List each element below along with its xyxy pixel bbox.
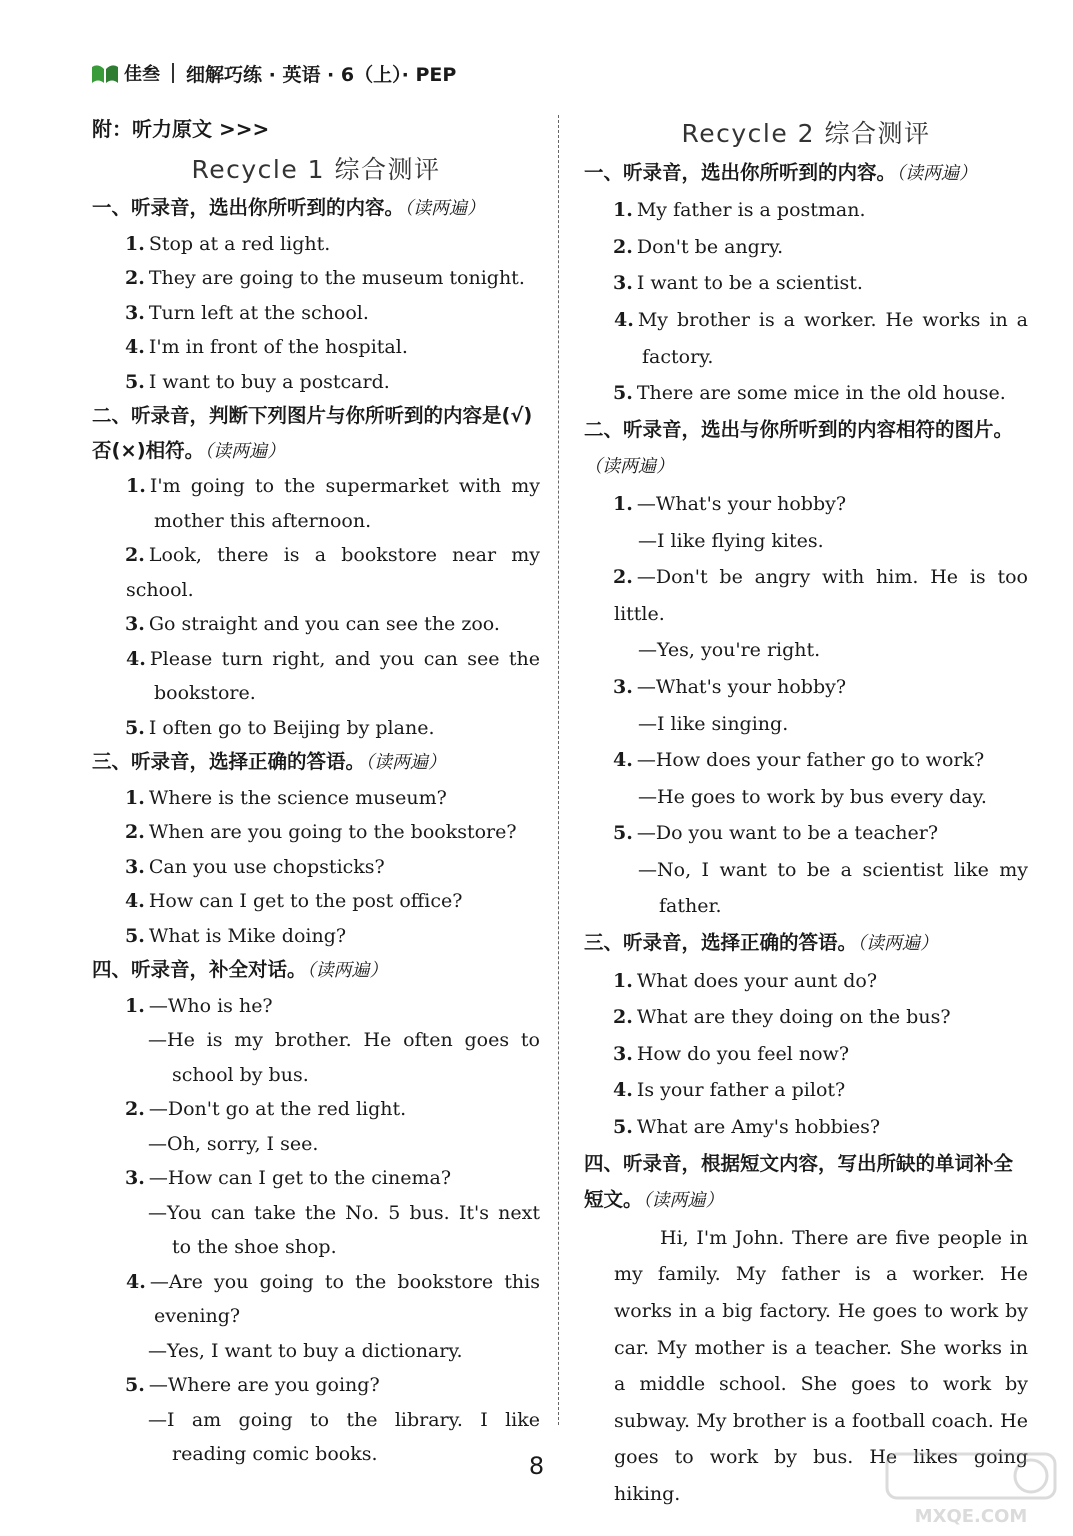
dialogue-answer: —He goes to work by bus every day. <box>638 785 987 808</box>
page-number: 8 <box>528 1452 545 1480</box>
dialogue-question: 1. —What's your hobby? <box>613 492 847 515</box>
dialogue-question: 4. —Are you going to the bookstore this evening? <box>126 1270 540 1327</box>
dialogue-question: 3. —How can I get to the cinema? <box>125 1167 452 1189</box>
dialogue-question: 2. —Don't be angry with him. He is too little. <box>613 566 1028 625</box>
list-item: 2. Don't be angry. <box>613 235 784 258</box>
list-item: 5. I want to buy a postcard. <box>125 370 390 393</box>
dialogue-answer: —I like singing. <box>638 712 789 735</box>
book-leaf-icon <box>90 61 120 85</box>
list-item: 3. How do you feel now? <box>613 1042 850 1065</box>
list-item: 2. What are they doing on the bus? <box>613 1006 951 1029</box>
watermark-logo <box>881 1448 1061 1528</box>
list-item: 2. They are going to the museum tonight. <box>125 267 525 289</box>
watermark-text: MXQE.COM <box>914 1506 1028 1527</box>
header-title: 细解巧练 · 英语 · 6（上）· PEP <box>186 63 457 86</box>
dialogue-answer: —I am going to the library. I like reading comic books. <box>148 1408 540 1465</box>
dialogue-answer: —You can take the No. 5 bus. It's next to the shoe shop. <box>148 1201 540 1258</box>
list-item: 5. What are Amy's hobbies? <box>613 1116 881 1139</box>
dialogue-answer: —Yes, you're right. <box>638 639 821 662</box>
list-item: 1. Where is the science museum? <box>125 786 447 809</box>
dialogue-answer: —Yes, I want to buy a dictionary. <box>148 1339 463 1362</box>
section-heading: 二、听录音，判断下列图片与你所听到的内容是(√)否(×)相符。（读两遍） <box>92 404 533 462</box>
appendix-label: 附：听力原文 >>> <box>92 117 270 141</box>
section-heading: 二、听录音，选出与你所听到的内容相符的图片。（读两遍） <box>584 417 1014 478</box>
list-item: 5. What is Mike doing? <box>125 924 347 947</box>
dialogue-answer: —I like flying kites. <box>638 529 824 552</box>
right-column <box>584 112 1028 1513</box>
list-item: 2. When are you going to the bookstore? <box>125 821 517 843</box>
list-item: 1. Stop at a red light. <box>125 232 331 255</box>
listening-passage: Hi, I'm John. There are five people in my family. My father is a worker. He works in a big factory. He goes to work by car. My mother is a teacher. She works in a middle school. She goes to work by subway. My brother is a football coach. He goes to work by bus. He likes going hiking. <box>614 1226 1028 1505</box>
header-separator <box>172 63 174 83</box>
publisher-logo <box>90 60 160 86</box>
section-heading: 三、听录音，选择正确的答语。（读两遍） <box>92 750 447 773</box>
dialogue-question: 5. —Do you want to be a teacher? <box>613 822 939 845</box>
list-item: 3. Turn left at the school. <box>125 301 369 324</box>
section-heading: 四、听录音，根据短文内容，写出所缺的单词补全短文。（读两遍） <box>584 1151 1014 1212</box>
dialogue-question: 4. —How does your father go to work? <box>613 749 985 772</box>
list-item: 4. Is your father a pilot? <box>613 1079 846 1102</box>
list-item: 5. I often go to Beijing by plane. <box>125 716 435 739</box>
list-item: 1. What does your aunt do? <box>613 969 878 992</box>
dialogue-question: 2. —Don't go at the red light. <box>125 1098 407 1120</box>
list-item: 4. My brother is a worker. He works in a factory. <box>614 308 1028 368</box>
list-item: 5. There are some mice in the old house. <box>613 382 1006 405</box>
list-item: 3. I want to be a scientist. <box>613 272 863 295</box>
dialogue-question: 3. —What's your hobby? <box>613 675 847 698</box>
list-item: 1. I'm going to the supermarket with my mother this afternoon. <box>126 475 540 532</box>
list-item: 3. Can you use chopsticks? <box>125 855 385 878</box>
dialogue-question: 5. —Where are you going? <box>125 1374 380 1396</box>
list-item: 2. Look, there is a bookstore near my school. <box>125 544 540 601</box>
left-column <box>92 112 540 1472</box>
section-heading: 三、听录音，选择正确的答语。（读两遍） <box>584 931 939 955</box>
list-item: 4. How can I get to the post office? <box>125 890 463 912</box>
recycle-2-title: Recycle 2 综合测评 <box>681 119 931 148</box>
dialogue-question: 1. —Who is he? <box>125 994 273 1017</box>
dialogue-answer: —No, I want to be a scientist like my father. <box>638 858 1028 918</box>
logo-text: 佳叁 <box>124 64 160 85</box>
column-divider <box>558 115 559 1425</box>
section-heading: 一、听录音，选出你所听到的内容。（读两遍） <box>92 196 486 219</box>
section-heading: 四、听录音，补全对话。（读两遍） <box>92 958 388 981</box>
list-item: 3. Go straight and you can see the zoo. <box>125 613 500 635</box>
list-item: 4. Please turn right, and you can see the bookstore. <box>126 647 540 704</box>
list-item: 1. My father is a postman. <box>613 199 866 222</box>
page-header <box>90 58 456 88</box>
recycle-1-title: Recycle 1 综合测评 <box>191 154 441 184</box>
list-item: 4. I'm in front of the hospital. <box>125 336 408 358</box>
section-heading: 一、听录音，选出你所听到的内容。（读两遍） <box>584 160 978 184</box>
dialogue-answer: —Oh, sorry, I see. <box>148 1132 319 1155</box>
dialogue-answer: —He is my brother. He often goes to school by bus. <box>148 1029 540 1086</box>
